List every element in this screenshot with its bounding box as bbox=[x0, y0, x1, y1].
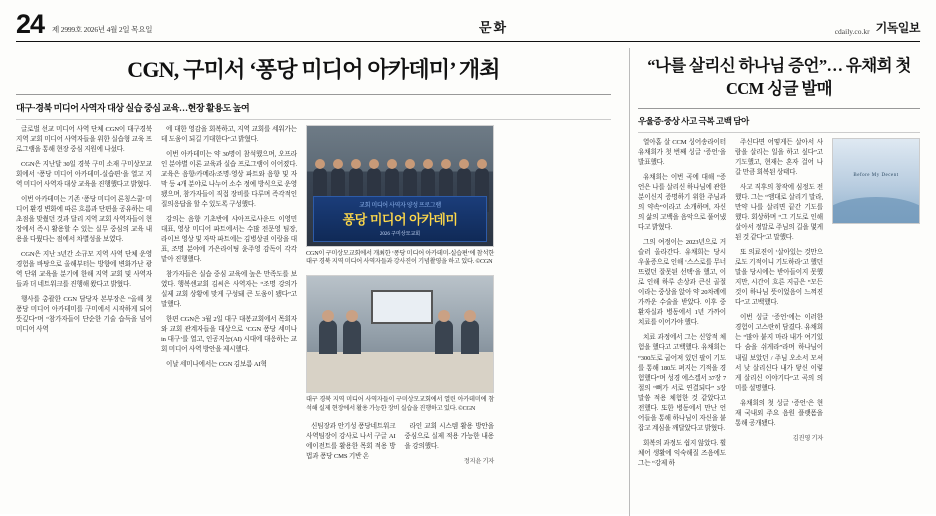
banner-type-label: 교회 미디어 사역자 양성 프로그램 bbox=[359, 203, 441, 209]
side-headline-rule bbox=[638, 108, 920, 109]
main-columns bbox=[16, 125, 611, 468]
side-article bbox=[638, 48, 920, 516]
paragraph: 유채희는 이번 곡에 대해 “증언은 나를 살리신 하나님에 관한 분이신지 증명하기 위한 주님과의 약속”이라고 소개하며, 자신의 삶의 고백을 음악으로 풀어냈다고 밝혔다. bbox=[638, 174, 726, 232]
masthead-right bbox=[835, 19, 920, 38]
page-content bbox=[16, 48, 920, 516]
paragraph: 라인 교회 시스템 활용 방안을 중심으로 실제 적용 가능한 내용을 강의했다. bbox=[404, 423, 494, 451]
paragraph: 에 대한 영감을 회복하고, 지역 교회를 세워가는 데 도움이 되길 기대한다”고 밝혔다. bbox=[161, 125, 297, 143]
caption-tail-columns bbox=[306, 422, 494, 467]
masthead bbox=[16, 8, 920, 42]
paragraph: 한편 CGN은 3월 2일 대구 대봉교회에서 목회자와 교회 관계자들을 대상으로 ‘CGN 퐁당 세미나 in 대구’를 열고, 인공지능(AI) 시대에 대응하는 교회 미디어 사역 방안을 제시했다. bbox=[161, 315, 297, 353]
main-column-1 bbox=[16, 125, 152, 468]
paragraph: 이번 아카데미는 기존 ‘퐁당 미디어 론칭스쿨’ 미디어 환경 변화에 따른 흐름과 단편을 공유하는 데 초점을 맞췄던 것과 달리 지역 교회 사역자들이 현장에서 즉시 활용할 수 있는 실무 중심의 교육 내용을 다뤘다는 점에서 차별성을 보였다. bbox=[16, 195, 152, 243]
tail-column-1 bbox=[306, 422, 396, 467]
paragraph: 이날 세미나에서는 CGN 김보름 AI혁 bbox=[166, 360, 267, 368]
paragraph: 강의는 음향 기초반에 샤아프로사운드 이영민 대표, 영상 미디어 파트에서는 수많 전문영 팀장, 라이브 영상 및 자막 파트에는 김병상권 이랑을 대표, 조명 분야에 가은라이팅 윤주영 감독이 각각 맡아 진행했다. bbox=[161, 215, 297, 263]
event-banner bbox=[313, 196, 487, 242]
column-divider bbox=[629, 48, 630, 516]
headline-rule bbox=[16, 94, 611, 95]
side-column-1 bbox=[638, 138, 726, 473]
photo-group-shot bbox=[306, 125, 494, 247]
main-byline: 정지윤 기자 bbox=[463, 458, 494, 466]
paragraph: 열아홉 살 CCM 싱어송라이터 유채희가 첫 번째 싱글 ‘증언’을 발표했다. bbox=[638, 139, 726, 167]
paragraph: 글로벌 선교 미디어 사역 단체 CGN이 대구경북 지역 교회 미디어 사역자들을 위한 실습형 교육 프로그램을 통해 현장 중심 지원에 나섰다. bbox=[16, 125, 152, 153]
paragraph: 회복의 과정도 쉽지 않았다. 휠체어 생활에 익숙해질 즈음에도 그는 “강제 하 bbox=[638, 439, 726, 467]
photo-screen bbox=[371, 290, 433, 324]
side-columns bbox=[638, 138, 920, 473]
paragraph: 유채희의 첫 싱글 ‘증언’은 현재 국내외 주요 음원 플랫폼을 통해 공개됐다. bbox=[735, 399, 823, 427]
paragraph: 사고 직후의 창작에 심정도 전했다. 그는 “앰대로 살리기 말라, 만약 나를 살리면 끝간 기도를 했다. 회상하며 “그 기도로 인해 살아서 정말로 주님의 길을 몇게 된 것 같다”고 말했다. bbox=[735, 184, 823, 242]
side-media-column bbox=[832, 138, 920, 473]
photo-caption-1: CGN이 구미상모교회에서 개최한 ‘퐁당 미디어 아카데미-실습편’에 참석한 대구 경북 지역 미디어 사역자들과 강사진이 기념촬영을 하고 있다. ©CGN bbox=[306, 249, 494, 266]
main-kicker: 대구·경북 미디어 사역자 대상 실습 중심 교육…현장 활용도 높여 bbox=[16, 99, 611, 120]
paragraph: CGN은 지난 3년간 소규모 지역 사역 단체 운영 경험을 바탕으로 올해부터는 방향에 변화가난 광역 단위 교육을 분기에 한해 지역 교회 및 사역자들과 더 네트워크를 진행해 왔다고 밝혔다. bbox=[16, 250, 152, 288]
paragraph: 신팀장과 안기성 퐁당네트워크사역팀장이 강사로 나서 구글 AI 에이전트를 활용한 목회 적용 방법과 퐁당 CMS 기반 온 bbox=[306, 423, 396, 461]
banner-subtitle: 2026 구미상모교회 bbox=[379, 232, 421, 237]
side-kicker: 우울증·중상 사고 극복 고백 담아 bbox=[638, 113, 920, 133]
paper-name: 기독일보 bbox=[875, 21, 920, 35]
side-column-2 bbox=[735, 138, 823, 473]
paragraph: 이번 아카데미는 약 30명이 참석했으며, 오프라인 분야별 이론 교육과 실습 프로그램이 이어졌다. 교육은 음향/카메라/조명·영상 파트와 음향 및 자막 등 4개 분야로 나누어 소수 정예 방식으로 운영됐으며, 참가자들이 직접 장비를 다루며 즉각적인 질의응답을 할 수 있도록 구성했다. bbox=[161, 150, 297, 208]
photo-table bbox=[307, 352, 493, 392]
tail-column-2 bbox=[405, 422, 495, 467]
banner-title: 퐁당 미디어 아카데미 bbox=[342, 212, 458, 227]
page-number: 24 bbox=[16, 9, 45, 39]
album-title: Before My Decent bbox=[853, 173, 899, 179]
paragraph: CGN은 지난달 30일 경북 구미 소재 구미상모교회에서 ‘퐁당 미디어 아카데미-실습편’을 열고 지역 미디어 사역자 대상 교육을 진행했다고 밝혔다. bbox=[16, 160, 152, 188]
paragraph: 또 의료진이 ‘살아있는 것만으로도 기적이니 기도하라’고 했던 말을 당시에는 받아들이지 못했지만, 시간이 흐른 지금은 “모든 것이 하나님 뜻이었음이 느껴진다”고 고백했다. bbox=[735, 249, 823, 307]
section-title: 문화 bbox=[478, 20, 509, 35]
issue-line: 제 2999호 2026년 4월 2일 목요일 bbox=[52, 25, 153, 34]
main-headline: CGN, 구미서 ‘퐁당 미디어 아카데미’ 개최 bbox=[127, 57, 500, 82]
paragraph: 그의 여정이는 2023년으로 거슬러 올라간다. 유채희는 당시 우울증으로 인해 ‘스스로를 무너뜨렸던 잘못된 선택’을 했고, 이로 인해 하루 손상과 큰신 골절이라는 중상을 앉아 약 20차례에 가까운 수술을 받았다. 이후 중환자실과 병동에서 1년 가까이 치료를 이어가야 했다. bbox=[638, 239, 726, 327]
paragraph: 행사를 총괄한 CGN 담당자 본부장은 “올해 첫 퐁당 미디어 아카데미를 구미에서 시작하게 되어 뜻깊다”며 “참가자들이 단순한 기술 습득을 넘어 미디어 사역 bbox=[16, 295, 152, 333]
paragraph: 이번 싱글 ‘증언’에는 이러한 경험이 고스란히 담겼다. 유채희는 “많아 붙지 마라 내가 여기있다 숨을 쉬게라”라며 하나님이 내릴 보았던 / 주님 오소서 모셔서 낮 살리신다 내가 닿신 이렇게 살리신 이야기다”고 곡의 의미를 설명했다. bbox=[735, 314, 823, 392]
side-headline: “나를 살리신 하나님 증언”… 유채희 첫 CCM 싱글 발매 bbox=[647, 56, 911, 99]
photo-caption-2: 대구 경북 지역 미디어 사역자들이 구미상모교회에서 열린 아카데미에 참석해 실제 현장에서 활용 가능한 장비 실습을 진행하고 있다. ©CGN bbox=[306, 396, 494, 413]
main-article bbox=[16, 48, 621, 516]
paragraph: 참가자들은 실습 중심 교육에 높은 만족도를 보였다. 행복센교회 김씨은 사역자는 “조명 강의가 실제 교회 상황에 맞게 구성돼 큰 도움이 됐다”고 말했다. bbox=[161, 270, 297, 308]
side-byline: 김진영 기자 bbox=[792, 434, 823, 442]
photo-workshop bbox=[306, 275, 494, 393]
album-wave-art bbox=[832, 197, 920, 224]
main-column-2 bbox=[161, 125, 297, 468]
paragraph: 치료 과정에서 그는 신앙적 체험을 했다고 고백했다. 유채희는 “300도로 굽어져 있던 팔이 기도를 통해 180도 펴지는 기적을 경험했다”며 성경 에스겔서 37장 7절의 “뼈가 서로 연결되다” 3장 말씀 적용 체험한 것 같았다고 전했다. 또한 병동에서 만난 언어들을 통해 하나님이 자신을 붙잡고 계심을 깨달았다고 밝혔다. bbox=[638, 334, 726, 432]
main-media-column bbox=[306, 125, 494, 468]
album-cover bbox=[832, 138, 920, 224]
paragraph: 주신다면 어떻게든 살아서 사람을 살리는 일을 하고 싶다”고 기도했고, 현재는 혼자 걸어 나갈 만큼 회복된 상태다. bbox=[735, 139, 823, 177]
site-url: cdaily.co.kr bbox=[834, 27, 870, 36]
